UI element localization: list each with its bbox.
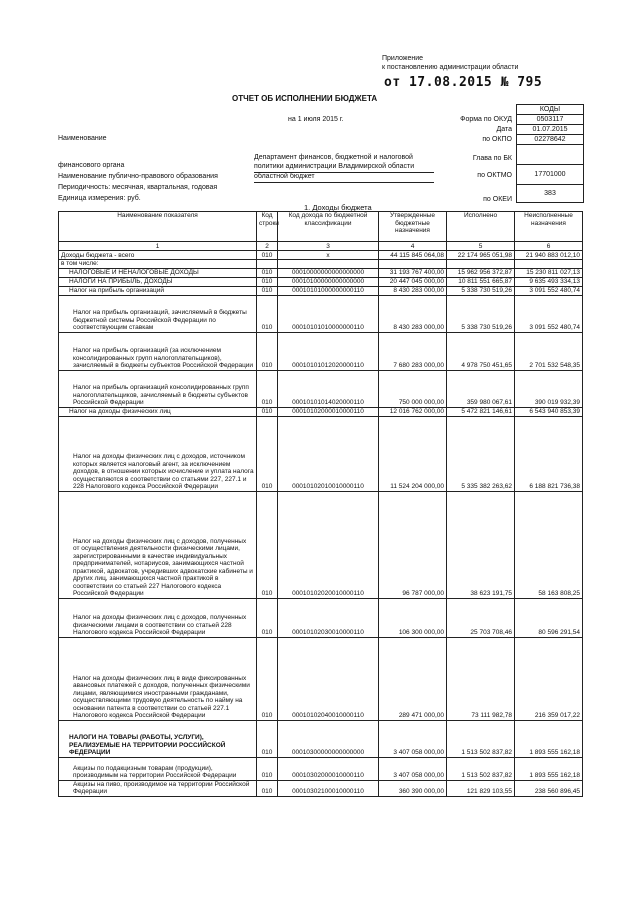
row-name: Налог на доходы физических лиц с доходов, источником которых является налоговый агент, за исключением доходов, в отношении которых исчисление и уплата налога осуществляются в соответствии со статьями 227, 227.1 и 228 Налогового кодекса Российской Федерации xyxy=(59,416,257,491)
row-unexecuted: 238 560 896,45 xyxy=(515,780,583,796)
row-executed: 121 829 103,55 xyxy=(447,780,515,796)
row-code: 00010302100010000110 xyxy=(278,780,379,796)
row-line: 010 xyxy=(257,720,278,757)
row-unexecuted: 15 230 811 027,13 xyxy=(515,268,583,277)
col-header-approved: Утвержденные бюджетные назначения xyxy=(379,212,447,242)
row-line: 010 xyxy=(257,780,278,796)
unit: Единица измерения: руб. xyxy=(58,195,141,202)
row-unexecuted: 58 163 808,25 xyxy=(515,491,583,598)
date-label: Дата xyxy=(496,126,512,133)
codes-header: КОДЫ xyxy=(539,106,561,113)
row-code xyxy=(278,260,379,269)
row-code: 00010101000000000110 xyxy=(278,286,379,295)
row-name: Акцизы по подакцизным товарам (продукции), производимым на территории Российской Федерации xyxy=(59,757,257,780)
row-name: НАЛОГОВЫЕ И НЕНАЛОГОВЫЕ ДОХОДЫ xyxy=(59,268,257,277)
code-okei: 383 xyxy=(517,184,583,202)
ppo-label: Наименование публично-правового образования xyxy=(58,173,218,180)
row-unexecuted: 216 359 017,22 xyxy=(515,637,583,720)
row-approved: 289 471 000,00 xyxy=(379,637,447,720)
row-name: Налог на прибыль организаций xyxy=(59,286,257,295)
row-line: 010 xyxy=(257,370,278,407)
row-approved: 12 016 762 000,00 xyxy=(379,407,447,416)
row-name: Акцизы на пиво, производимое на территории Российской Федерации xyxy=(59,780,257,796)
row-unexecuted: 3 091 552 480,74 xyxy=(515,286,583,295)
row-approved: 8 430 283 000,00 xyxy=(379,295,447,332)
table-row xyxy=(59,370,583,407)
col-number: 4 xyxy=(379,242,447,251)
row-executed: 5 338 730 519,26 xyxy=(447,295,515,332)
row-approved: 7 680 283 000,00 xyxy=(379,332,447,370)
table-header-row xyxy=(59,212,583,242)
row-executed xyxy=(447,260,515,269)
row-line xyxy=(257,260,278,269)
col-number: 2 xyxy=(257,242,278,251)
fin-org-value: Департамент финансов, бюджетной и налоговой политики администрации Владимирской области xyxy=(254,154,415,170)
bk-label: Глава по БК xyxy=(472,155,512,162)
row-line: 010 xyxy=(257,416,278,491)
row-unexecuted: 1 893 555 162,18 xyxy=(515,720,583,757)
row-name: Налог на доходы физических лиц xyxy=(59,407,257,416)
okud-label: Форма по ОКУД xyxy=(460,116,512,123)
name-label: Наименование xyxy=(58,135,107,142)
ppo-value: областной бюджет xyxy=(254,173,315,180)
row-name: Доходы бюджета - всего xyxy=(59,251,257,260)
row-name: НАЛОГИ НА ПРИБЫЛЬ, ДОХОДЫ xyxy=(59,277,257,286)
col-number: 5 xyxy=(447,242,515,251)
row-executed: 5 335 382 263,62 xyxy=(447,416,515,491)
row-unexecuted: 80 596 291,54 xyxy=(515,598,583,637)
row-code: 00010102040010000110 xyxy=(278,637,379,720)
row-executed: 73 111 982,78 xyxy=(447,637,515,720)
row-unexecuted: 21 940 883 012,10 xyxy=(515,251,583,260)
codes-box xyxy=(516,104,584,203)
code-bk xyxy=(517,144,583,164)
table-row xyxy=(59,598,583,637)
row-approved: 3 407 058 000,00 xyxy=(379,757,447,780)
row-executed: 15 962 956 372,87 xyxy=(447,268,515,277)
row-unexecuted: 6 188 821 736,38 xyxy=(515,416,583,491)
oktmo-label: по ОКТМО xyxy=(477,172,512,179)
row-unexecuted: 1 893 555 162,18 xyxy=(515,757,583,780)
row-approved: 3 407 058 000,00 xyxy=(379,720,447,757)
row-code: 00010300000000000000 xyxy=(278,720,379,757)
table-row xyxy=(59,260,583,269)
table-row xyxy=(59,332,583,370)
row-approved: 20 447 045 000,00 xyxy=(379,277,447,286)
row-name: Налог на прибыль организаций, зачисляемый в бюджеты бюджетной системы Российской Федерации по соответствующим ставкам xyxy=(59,295,257,332)
col-header-executed: Исполнено xyxy=(447,212,515,242)
row-unexecuted: 2 701 532 548,35 xyxy=(515,332,583,370)
row-approved: 360 390 000,00 xyxy=(379,780,447,796)
row-line: 010 xyxy=(257,637,278,720)
row-unexecuted: 390 019 932,39 xyxy=(515,370,583,407)
row-line: 010 xyxy=(257,251,278,260)
row-approved xyxy=(379,260,447,269)
col-header-line: Код строки xyxy=(257,212,278,242)
periodicity: Периодичность: месячная, квартальная, годовая xyxy=(58,184,218,191)
annex-to-label: к постановлению администрации области xyxy=(382,64,519,71)
okpo-label: по ОКПО xyxy=(482,136,512,143)
row-name: Налог на прибыль организаций (за исключением консолидированных групп налогоплательщиков), зачисляемый в бюджеты субъектов Российской Федерации xyxy=(59,332,257,370)
code-oktmo: 17701000 xyxy=(517,164,583,184)
table-row xyxy=(59,407,583,416)
col-number: 6 xyxy=(515,242,583,251)
table-row xyxy=(59,251,583,260)
row-approved: 96 787 000,00 xyxy=(379,491,447,598)
report-date: на 1 июля 2015 г. xyxy=(288,116,344,123)
row-executed: 1 513 502 837,82 xyxy=(447,720,515,757)
row-name: НАЛОГИ НА ТОВАРЫ (РАБОТЫ, УСЛУГИ), РЕАЛИЗУЕМЫЕ НА ТЕРРИТОРИИ РОССИЙСКОЙ ФЕДЕРАЦИИ xyxy=(59,720,257,757)
table-row xyxy=(59,720,583,757)
row-line: 010 xyxy=(257,332,278,370)
row-code: 00010302000010000110 xyxy=(278,757,379,780)
row-code: 00010101014020000110 xyxy=(278,370,379,407)
row-line: 010 xyxy=(257,491,278,598)
table-row xyxy=(59,780,583,796)
row-code: 00010100000000000000 xyxy=(278,277,379,286)
table-row xyxy=(59,286,583,295)
row-code: 00010102000010000110 xyxy=(278,407,379,416)
decree-number: от 17.08.2015 № 795 xyxy=(384,75,543,90)
row-name: Налог на доходы физических лиц с доходов, полученных от осуществления деятельности физическими лицами, зарегистрированными в качестве индивидуальных предпринимателей, нотариусов, занимающихся частной практикой, адвокатов, учредивших адвокатские кабинеты и других лиц, занимающихся частной практикой в соответствии со статьей 227 Налогового кодекса Российской Федерации xyxy=(59,491,257,598)
table-row xyxy=(59,491,583,598)
row-line: 010 xyxy=(257,407,278,416)
row-name: в том числе: xyxy=(59,260,257,269)
table-row xyxy=(59,416,583,491)
row-line: 010 xyxy=(257,277,278,286)
row-code: 00010101010000000110 xyxy=(278,295,379,332)
row-approved: 750 000 000,00 xyxy=(379,370,447,407)
col-header-code: Код дохода по бюджетной классификации xyxy=(278,212,379,242)
row-code: 00010102030010000110 xyxy=(278,598,379,637)
row-approved: 106 300 000,00 xyxy=(379,598,447,637)
row-executed: 1 513 502 837,82 xyxy=(447,757,515,780)
row-line: 010 xyxy=(257,598,278,637)
row-code: 00010101012020000110 xyxy=(278,332,379,370)
row-name: Налог на доходы физических лиц с доходов, полученных физическими лицами в соответствии со статьей 228 Налогового кодекса Российской Федерации xyxy=(59,598,257,637)
col-header-name: Наименование показателя xyxy=(59,212,257,242)
table-row xyxy=(59,277,583,286)
row-approved: 31 193 767 400,00 xyxy=(379,268,447,277)
table-row xyxy=(59,295,583,332)
col-number: 3 xyxy=(278,242,379,251)
table-row xyxy=(59,268,583,277)
table-row xyxy=(59,637,583,720)
row-unexecuted: 3 091 552 480,74 xyxy=(515,295,583,332)
row-code: 00010102020010000110 xyxy=(278,491,379,598)
report-title: ОТЧЕТ ОБ ИСПОЛНЕНИИ БЮДЖЕТА xyxy=(232,94,378,103)
code-okud: 0503117 xyxy=(517,114,583,124)
row-executed: 4 978 750 451,65 xyxy=(447,332,515,370)
row-code: 00010102010010000110 xyxy=(278,416,379,491)
row-executed: 359 980 067,61 xyxy=(447,370,515,407)
row-executed: 38 623 191,75 xyxy=(447,491,515,598)
fin-org-label: финансового органа xyxy=(58,162,125,169)
row-name: Налог на доходы физических лиц в виде фиксированных авансовых платежей с доходов, полученных физическими лицами, являющимися иностранными гражданами, осуществляющими трудовую деятельность по найму на основании патента в соответствии со статьей 227.1 Налогового кодекса Российской Федерации xyxy=(59,637,257,720)
row-executed: 5 338 730 519,26 xyxy=(447,286,515,295)
row-approved: 44 115 845 064,08 xyxy=(379,251,447,260)
row-executed: 22 174 965 051,98 xyxy=(447,251,515,260)
table-row xyxy=(59,757,583,780)
row-unexecuted: 6 543 940 853,39 xyxy=(515,407,583,416)
annex-label: Приложение xyxy=(382,55,424,62)
row-approved: 8 430 283 000,00 xyxy=(379,286,447,295)
row-line: 010 xyxy=(257,268,278,277)
row-line: 010 xyxy=(257,295,278,332)
row-name: Налог на прибыль организаций консолидированных групп налогоплательщиков, зачисляемый в бюджеты субъектов Российской Федерации xyxy=(59,370,257,407)
row-line: 010 xyxy=(257,286,278,295)
row-unexecuted xyxy=(515,260,583,269)
col-number: 1 xyxy=(59,242,257,251)
ppo-underline xyxy=(254,182,434,183)
row-line: 010 xyxy=(257,757,278,780)
row-code: x xyxy=(278,251,379,260)
column-numbers-row xyxy=(59,242,583,251)
okei-label: по ОКЕИ xyxy=(483,196,512,203)
section-title: 1. Доходы бюджета xyxy=(304,203,372,212)
row-code: 00010000000000000000 xyxy=(278,268,379,277)
row-executed: 25 703 708,46 xyxy=(447,598,515,637)
row-approved: 11 524 204 000,00 xyxy=(379,416,447,491)
col-header-unexecuted: Неисполненные назначения xyxy=(515,212,583,242)
code-okpo: 02278642 xyxy=(517,134,583,144)
income-table xyxy=(58,211,583,797)
row-executed: 5 472 821 146,61 xyxy=(447,407,515,416)
code-date: 01.07.2015 xyxy=(517,124,583,134)
row-executed: 10 811 551 665,87 xyxy=(447,277,515,286)
row-unexecuted: 9 635 493 334,13 xyxy=(515,277,583,286)
